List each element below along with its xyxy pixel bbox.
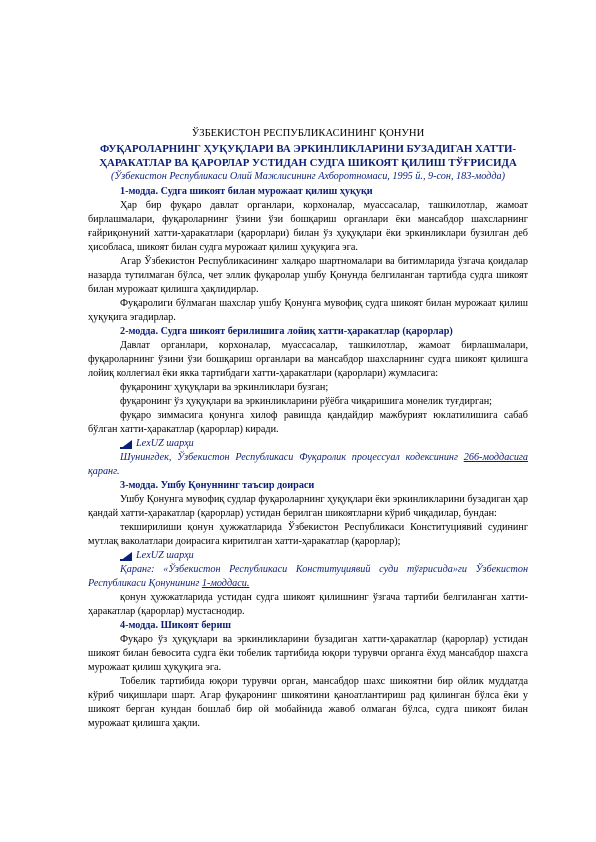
main-title: ФУҚАРОЛАРНИНГ ҲУҚУҚЛАРИ ВА ЭРКИНЛИКЛАРИНИ БУЗАДИГАН ХАТТИ-ҲАРАКАТЛАР ВА ҚАРОРЛАР УСТИДАН СУДГА ШИКОЯТ ҚИЛИШ ТЎҒРИСИДА xyxy=(99,143,517,169)
lexuz-logo-icon xyxy=(120,552,132,561)
article-4-paragraph: Фуқаро ўз ҳуқуқлари ва эркинликларини бузадиган хатти-ҳаракатлар (қарорлар) устидан шикоят билан бевосита судга ёки тобелик тартибида юқори турувчи органга ёхуд мансабдор шахсга мурожаат қилиш ҳуқуқига эга. xyxy=(88,634,528,673)
note-text: Шунингдек, Ўзбекистон Республикаси Фуқаролик процессуал кодексининг xyxy=(120,452,464,463)
lexuz-label: LexUZ шарҳи xyxy=(136,438,194,449)
article-4-heading: 4-модда. Шикоят бериш xyxy=(120,620,231,631)
article-2-heading: 2-модда. Судга шикоят берилишига лойиқ хатти-ҳаракатлар (қарорлар) xyxy=(120,326,453,337)
article-1-paragraph: Ҳар бир фуқаро давлат органлари, корхоналар, муассасалар, ташкилотлар, жамоат бирлашмалари, фуқароларнинг ўзини ўзи бошқариш органлари ёки мансабдор шахсларнинг ғайриқонуний хатти-ҳаракатлари (қарорлари) билан ўз ҳуқуқлари ёки эркинликлари бузилган деб ҳисобласа, шикоят билан судга мурожаат қилиш ҳуқуқига эга. xyxy=(88,200,528,253)
article-1-paragraph: Агар Ўзбекистон Республикасининг халқаро шартномалари ва битимларида ўзгача қоидалар назарда тутилмаган бўлса, чет эллик фуқаролар ушбу Қонунда белгиланган тартибда судга шикоят билан мурожаат қилишга ҳақлидирлар. xyxy=(88,256,528,295)
article-2-paragraph: фуқаронинг ўз ҳуқуқлари ва эркинликларини рўёбга чиқаришига монелик туғдирган; xyxy=(120,396,492,407)
article-3-paragraph: Ушбу Қонунга мувофиқ судлар фуқароларнинг ҳуқуқлари ёки эркинликларини бузадиган ҳар қандай хатти-ҳаракатлар (қарорлар) устидан берилган шикоятларни кўриб чиқадилар, бундан: xyxy=(88,494,528,519)
law-title: ЎЗБЕКИСТОН РЕСПУБЛИКАСИНИНГ ҚОНУНИ xyxy=(191,128,425,139)
commentary-note xyxy=(88,563,528,591)
article-3-paragraph: текширилиши қонун ҳужжатларида Ўзбекистон Республикаси Конституциявий судининг мутлақ ваколатлари доирасига киритилган хатти-ҳаракатлар (қарорлар); xyxy=(88,522,528,547)
article-1-paragraph: Фуқаролиги бўлмаган шахслар ушбу Қонунга мувофиқ судга шикоят билан мурожаат қилиш ҳуқуқига эгадирлар. xyxy=(88,298,528,323)
article-2-paragraph: Давлат органлари, корхоналар, муассасалар, ташкилотлар, жамоат бирлашмалари, фуқароларнинг ўзини ўзи бошқариш органлари ва мансабдор шахсларнинг судга шикоят қилишга лойиқ коллегиал ёки якка тартибдаги хатти-ҳаракатлари (қарорлари) жумласига: xyxy=(88,340,528,379)
commentary-note xyxy=(88,451,528,479)
note-tail: қаранг. xyxy=(88,466,120,477)
document-page xyxy=(88,127,528,731)
article-3-heading: 3-модда. Ушбу Қонуннинг таъсир доираси xyxy=(120,480,315,491)
lexuz-commentary[interactable] xyxy=(88,549,528,563)
article-4-paragraph: Тобелик тартибида юқори турувчи орган, мансабдор шахс шикоятни бир ойлик муддатда кўриб чиқишлари шарт. Агар фуқаронинг шикоятини қаноатлантириш рад қилинган бўлса ёки у шикоят берган кундан бошлаб бир ой мобайнида жавоб олмаган бўлса, судга шикоят билан мурожаат қилишга ҳақли. xyxy=(88,676,528,729)
source-reference: (Ўзбекистон Республикаси Олий Мажлисининг Ахборотномаси, 1995 й., 9-сон, 183-модда) xyxy=(111,171,505,182)
note-link[interactable]: 1-моддаси. xyxy=(201,578,250,589)
article-3-paragraph: қонун ҳужжатларида устидан судга шикоят қилишнинг ўзгача тартиби белгиланган хатти-ҳаракатлар (қарорлар) мустаснодир. xyxy=(88,592,528,617)
lexuz-logo-icon xyxy=(120,440,132,449)
note-link[interactable]: 266-моддасига xyxy=(463,452,528,463)
note-text: Қаранг: «Ўзбекистон Республикаси Конституциявий суди тўғрисида»ги Ўзбекистон Республикаси Қонунининг xyxy=(88,564,528,589)
article-2-paragraph: фуқаро зиммасига қонунга хилоф равишда қандайдир мажбурият юклатилишига сабаб бўлган хатти-ҳаракатлар (қарорлар) киради. xyxy=(88,410,528,435)
lexuz-commentary[interactable] xyxy=(88,437,528,451)
lexuz-label: LexUZ шарҳи xyxy=(136,550,194,561)
article-2-paragraph: фуқаронинг ҳуқуқлари ва эркинликлари бузган; xyxy=(120,382,329,393)
article-1-heading: 1-модда. Судга шикоят билан мурожаат қилиш ҳуқуқи xyxy=(120,186,373,197)
